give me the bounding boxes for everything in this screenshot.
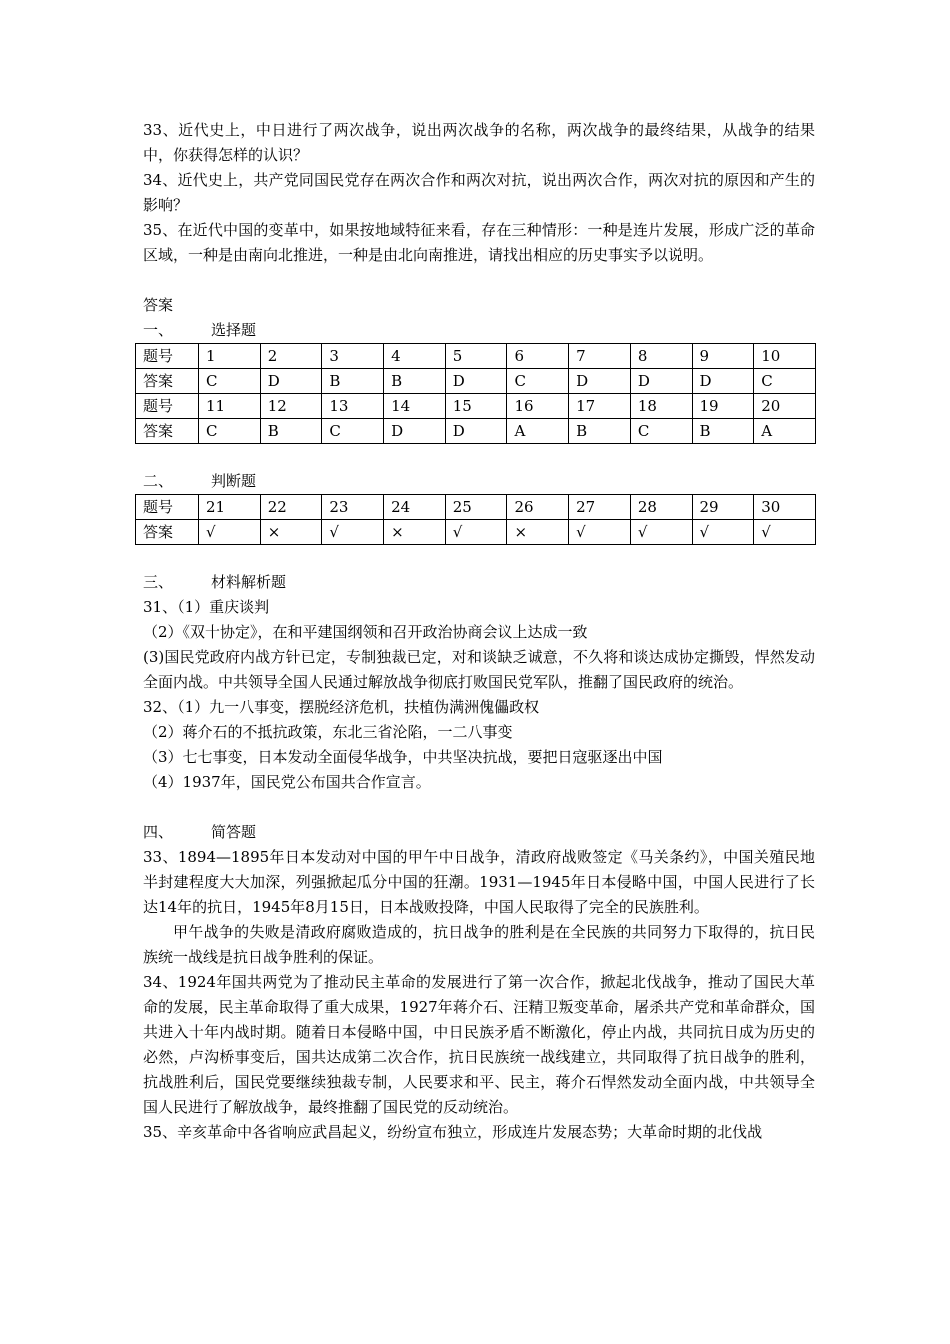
answer-heading: 答案: [143, 296, 174, 314]
table-cell: √: [199, 520, 261, 545]
answer-line: （4）1937年，国民党公布国共合作宣言。: [143, 773, 431, 791]
table-cell: C: [630, 419, 692, 444]
table-cell: 5: [445, 344, 507, 369]
table-cell: 10: [754, 344, 816, 369]
table-cell: 27: [569, 495, 631, 520]
table-cell: 12: [260, 394, 322, 419]
answer-paragraph: 甲午战争的失败是清政府腐败造成的，抗日战争的胜利是在全民族的共同努力下取得的，抗日民族统一战线是抗日战争胜利的保证。: [143, 923, 815, 966]
answer-line: 31、（1）重庆谈判: [143, 598, 270, 616]
table-cell: √: [445, 520, 507, 545]
section-2-number: 二、: [143, 472, 174, 490]
table-cell: ×: [507, 520, 569, 545]
table-cell: A: [754, 419, 816, 444]
table-cell: B: [569, 419, 631, 444]
question-34: 34、近代史上，共产党同国民党存在两次合作和两次对抗，说出两次合作，两次对抗的原因和产生的影响？: [143, 171, 815, 214]
table-cell: 28: [630, 495, 692, 520]
table-cell: 题号: [136, 344, 199, 369]
section-1-title: 选择题: [211, 321, 257, 339]
answer-paragraph: 33、1894—1895年日本发动对中国的甲午中日战争，清政府战败签定《马关条约》，中国关殖民地半封建程度大大加深，列强掀起瓜分中国的狂潮。1931—1945年日本侵略中国，中国人民进行了长达14年的抗日，1945年8月15日，日本战败投降，中国人民取得了完全的民族胜利。: [143, 848, 815, 916]
table-cell: 2: [260, 344, 322, 369]
table-cell: 23: [322, 495, 384, 520]
table-cell: D: [445, 369, 507, 394]
section-4-number: 四、: [143, 823, 174, 841]
table-cell: D: [384, 419, 446, 444]
table-cell: 题号: [136, 495, 199, 520]
question-35: 35、在近代中国的变革中，如果按地域特征来看，存在三种情形：一种是连片发展，形成广泛的革命区域，一种是由南向北推进，一种是由北向南推进，请找出相应的历史事实予以说明。: [143, 221, 815, 264]
table-cell: D: [630, 369, 692, 394]
table-cell: 6: [507, 344, 569, 369]
table-row: [136, 495, 816, 520]
section-2-title: 判断题: [211, 472, 257, 490]
table-cell: 1: [199, 344, 261, 369]
table-cell: D: [569, 369, 631, 394]
section-4-title: 简答题: [211, 823, 257, 841]
table-cell: 答案: [136, 419, 199, 444]
table-cell: 7: [569, 344, 631, 369]
table-cell: 3: [322, 344, 384, 369]
table-cell: 30: [754, 495, 816, 520]
table-cell: B: [692, 419, 754, 444]
table-cell: 答案: [136, 369, 199, 394]
table-cell: 20: [754, 394, 816, 419]
table-cell: D: [445, 419, 507, 444]
table-cell: 8: [630, 344, 692, 369]
table-row: [136, 419, 816, 444]
table-cell: √: [569, 520, 631, 545]
table-cell: √: [754, 520, 816, 545]
table-cell: C: [199, 369, 261, 394]
table-cell: 11: [199, 394, 261, 419]
answer-paragraph: 35、辛亥革命中各省响应武昌起义，纷纷宣布独立，形成连片发展态势；大革命时期的北伐战: [143, 1123, 763, 1141]
answer-paragraph: 34、1924年国共两党为了推动民主革命的发展进行了第一次合作，掀起北伐战争，推动了国民大革命的发展，民主革命取得了重大成果，1927年蒋介石、汪精卫叛变革命，屠杀共产党和革命群众，国共进入十年内战时期。随着日本侵略中国，中日民族矛盾不断激化，停止内战，共同抗日成为历史的必然，卢沟桥事变后，国共达成第二次合作，抗日民族统一战线建立，共同取得了抗日战争的胜利，抗战胜利后，国民党要继续独裁专制，人民要求和平、民主，蒋介石悍然发动全面内战，中共领导全国人民进行了解放战争，最终推翻了国民党的反动统治。: [143, 973, 815, 1116]
table-cell: 24: [384, 495, 446, 520]
table-cell: 29: [692, 495, 754, 520]
table-row: [136, 520, 816, 545]
table-cell: 题号: [136, 394, 199, 419]
table-cell: D: [692, 369, 754, 394]
table-cell: 26: [507, 495, 569, 520]
table-cell: 9: [692, 344, 754, 369]
table-cell: √: [692, 520, 754, 545]
table-cell: 14: [384, 394, 446, 419]
answer-line: （3）七七事变，日本发动全面侵华战争，中共坚决抗战，要把日寇驱逐出中国: [143, 748, 663, 766]
table-cell: 15: [445, 394, 507, 419]
table-row: [136, 394, 816, 419]
table-cell: 18: [630, 394, 692, 419]
table-cell: B: [260, 419, 322, 444]
table-cell: √: [630, 520, 692, 545]
table-cell: D: [260, 369, 322, 394]
table-cell: √: [322, 520, 384, 545]
section-3-number: 三、: [143, 573, 174, 591]
true-false-answer-table: [135, 494, 816, 545]
table-cell: C: [199, 419, 261, 444]
table-cell: A: [507, 419, 569, 444]
table-cell: 16: [507, 394, 569, 419]
table-cell: 22: [260, 495, 322, 520]
table-cell: 19: [692, 394, 754, 419]
multiple-choice-answer-table: [135, 343, 816, 444]
table-cell: 答案: [136, 520, 199, 545]
section-1-heading: [143, 318, 815, 343]
table-row: [136, 344, 816, 369]
answer-line: （2）《双十协定》，在和平建国纲领和召开政治协商会议上达成一致: [143, 623, 588, 641]
table-cell: C: [322, 419, 384, 444]
section-3-heading: [143, 570, 815, 595]
table-cell: B: [384, 369, 446, 394]
section-1-number: 一、: [143, 321, 174, 339]
table-cell: 17: [569, 394, 631, 419]
table-cell: ×: [260, 520, 322, 545]
table-cell: ×: [384, 520, 446, 545]
answer-line: 32、（1）九一八事变，摆脱经济危机，扶植伪满洲傀儡政权: [143, 698, 540, 716]
section-4-heading: [143, 820, 815, 845]
table-cell: B: [322, 369, 384, 394]
answer-line: （2）蒋介石的不抵抗政策，东北三省沦陷，一二八事变: [143, 723, 513, 741]
table-row: [136, 369, 816, 394]
table-cell: 4: [384, 344, 446, 369]
table-cell: 13: [322, 394, 384, 419]
answer-line: (3)国民党政府内战方针已定，专制独裁已定，对和谈缺乏诚意，不久将和谈达成协定撕毁，悍然发动全面内战。中共领导全国人民通过解放战争彻底打败国民党军队，推翻了国民政府的统治。: [143, 648, 815, 691]
document-page: [143, 118, 815, 1145]
table-cell: 25: [445, 495, 507, 520]
table-cell: C: [754, 369, 816, 394]
table-cell: C: [507, 369, 569, 394]
section-3-title: 材料解析题: [211, 573, 287, 591]
question-33: 33、近代史上，中日进行了两次战争，说出两次战争的名称，两次战争的最终结果，从战争的结果中，你获得怎样的认识？: [143, 121, 815, 164]
table-cell: 21: [199, 495, 261, 520]
section-2-heading: [143, 469, 815, 494]
